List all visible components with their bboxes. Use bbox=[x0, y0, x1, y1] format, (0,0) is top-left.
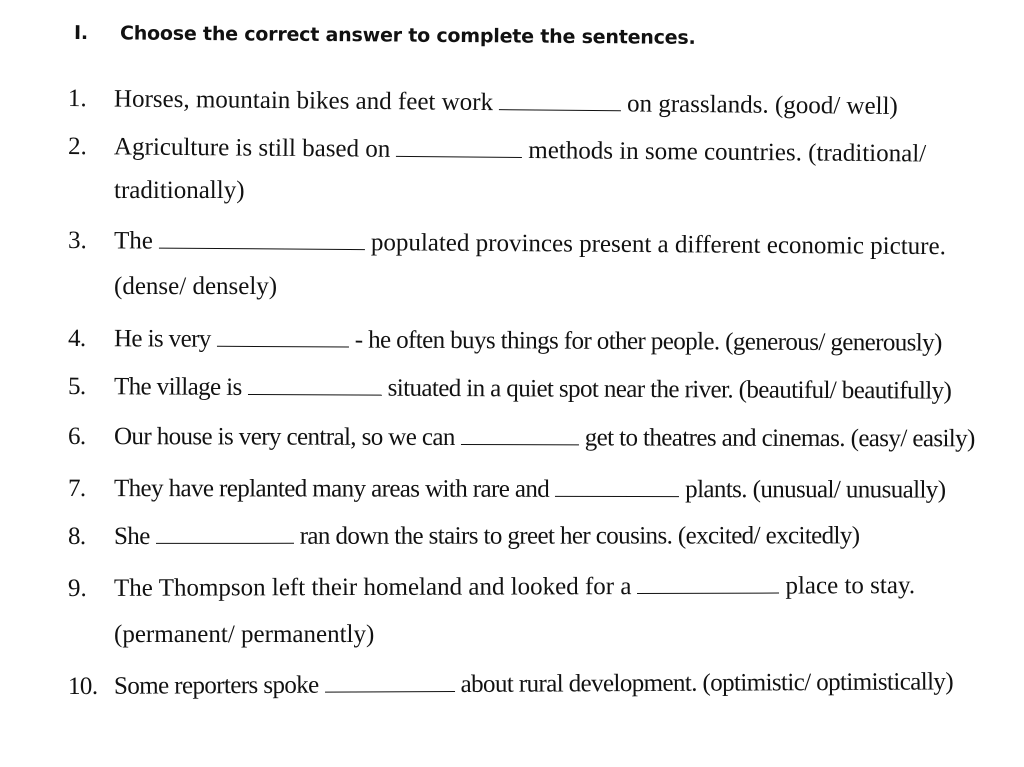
question-7 bbox=[68, 466, 1018, 514]
question-3-continuation bbox=[68, 264, 1018, 310]
question-4 bbox=[68, 316, 1018, 367]
answer-blank[interactable] bbox=[156, 523, 294, 544]
question-number: 2. bbox=[67, 133, 87, 161]
question-8 bbox=[68, 513, 1018, 560]
question-5 bbox=[68, 364, 1018, 415]
answer-blank[interactable] bbox=[325, 671, 455, 693]
question-number: 1. bbox=[67, 85, 87, 113]
answer-blank[interactable] bbox=[499, 89, 621, 111]
question-text-after: about rural development. (optimistic/ optimistically) bbox=[460, 668, 954, 698]
question-text-after: plants. (unusual/ unusually) bbox=[685, 476, 946, 504]
answer-blank[interactable] bbox=[159, 228, 365, 250]
question-2-continuation bbox=[68, 168, 1018, 214]
question-number: 3. bbox=[67, 227, 87, 255]
question-text-after: situated in a quiet spot near the river. (beautiful/ beautifully) bbox=[387, 374, 952, 405]
question-text-before: He is very bbox=[113, 325, 211, 353]
question-9 bbox=[68, 563, 1018, 612]
question-9-continuation bbox=[68, 612, 1018, 658]
question-text-before: Agriculture is still based on bbox=[113, 133, 391, 163]
question-text-before: The Thompson left their homeland and looked for a bbox=[113, 573, 632, 602]
answer-blank[interactable] bbox=[217, 326, 349, 348]
question-text-after: - he often buys things for other people. (generous/ generously) bbox=[354, 326, 942, 357]
question-text-after: on grasslands. (good/ well) bbox=[626, 90, 898, 120]
question-text-continued: (dense/ densely) bbox=[114, 273, 278, 300]
question-number: 9. bbox=[67, 574, 87, 602]
question-10 bbox=[68, 659, 1018, 710]
question-text-after: populated provinces present a different economic picture. bbox=[370, 229, 946, 261]
question-text-before: She bbox=[113, 522, 150, 550]
question-text-before: Our house is very central, so we can bbox=[113, 423, 455, 452]
question-text-before: The bbox=[113, 227, 153, 255]
question-text-before: The village is bbox=[113, 373, 242, 401]
question-text-after: methods in some countries. (traditional/ bbox=[528, 137, 927, 168]
answer-blank[interactable] bbox=[637, 573, 779, 594]
question-number: 4. bbox=[67, 325, 86, 353]
question-number: 6. bbox=[67, 423, 86, 451]
answer-blank[interactable] bbox=[248, 374, 382, 396]
question-3 bbox=[68, 218, 1018, 271]
question-text-before: Some reporters spoke bbox=[113, 671, 319, 700]
question-number: 10. bbox=[67, 672, 98, 700]
section-number: I. bbox=[73, 22, 88, 45]
question-1 bbox=[68, 76, 1018, 131]
answer-blank[interactable] bbox=[461, 424, 579, 445]
question-number: 8. bbox=[67, 522, 86, 550]
question-text-before: They have replanted many areas with rare and bbox=[113, 475, 550, 503]
question-text-continued: (permanent/ permanently) bbox=[114, 621, 375, 648]
question-number: 5. bbox=[67, 373, 86, 401]
section-instruction bbox=[74, 22, 696, 49]
answer-blank[interactable] bbox=[396, 136, 522, 158]
instruction-text: Choose the correct answer to complete the sentences. bbox=[119, 22, 696, 49]
question-text-continued: traditionally) bbox=[114, 177, 245, 204]
question-text-after: get to theatres and cinemas. (easy/ easily) bbox=[584, 424, 975, 453]
question-text-before: Horses, mountain bikes and feet work bbox=[113, 85, 494, 117]
question-6 bbox=[68, 414, 1018, 462]
question-text-after: place to stay. bbox=[785, 572, 916, 600]
question-number: 7. bbox=[67, 475, 86, 503]
question-text-after: ran down the stairs to greet her cousins. (excited/ excitedly) bbox=[299, 522, 860, 550]
answer-blank[interactable] bbox=[555, 476, 679, 497]
